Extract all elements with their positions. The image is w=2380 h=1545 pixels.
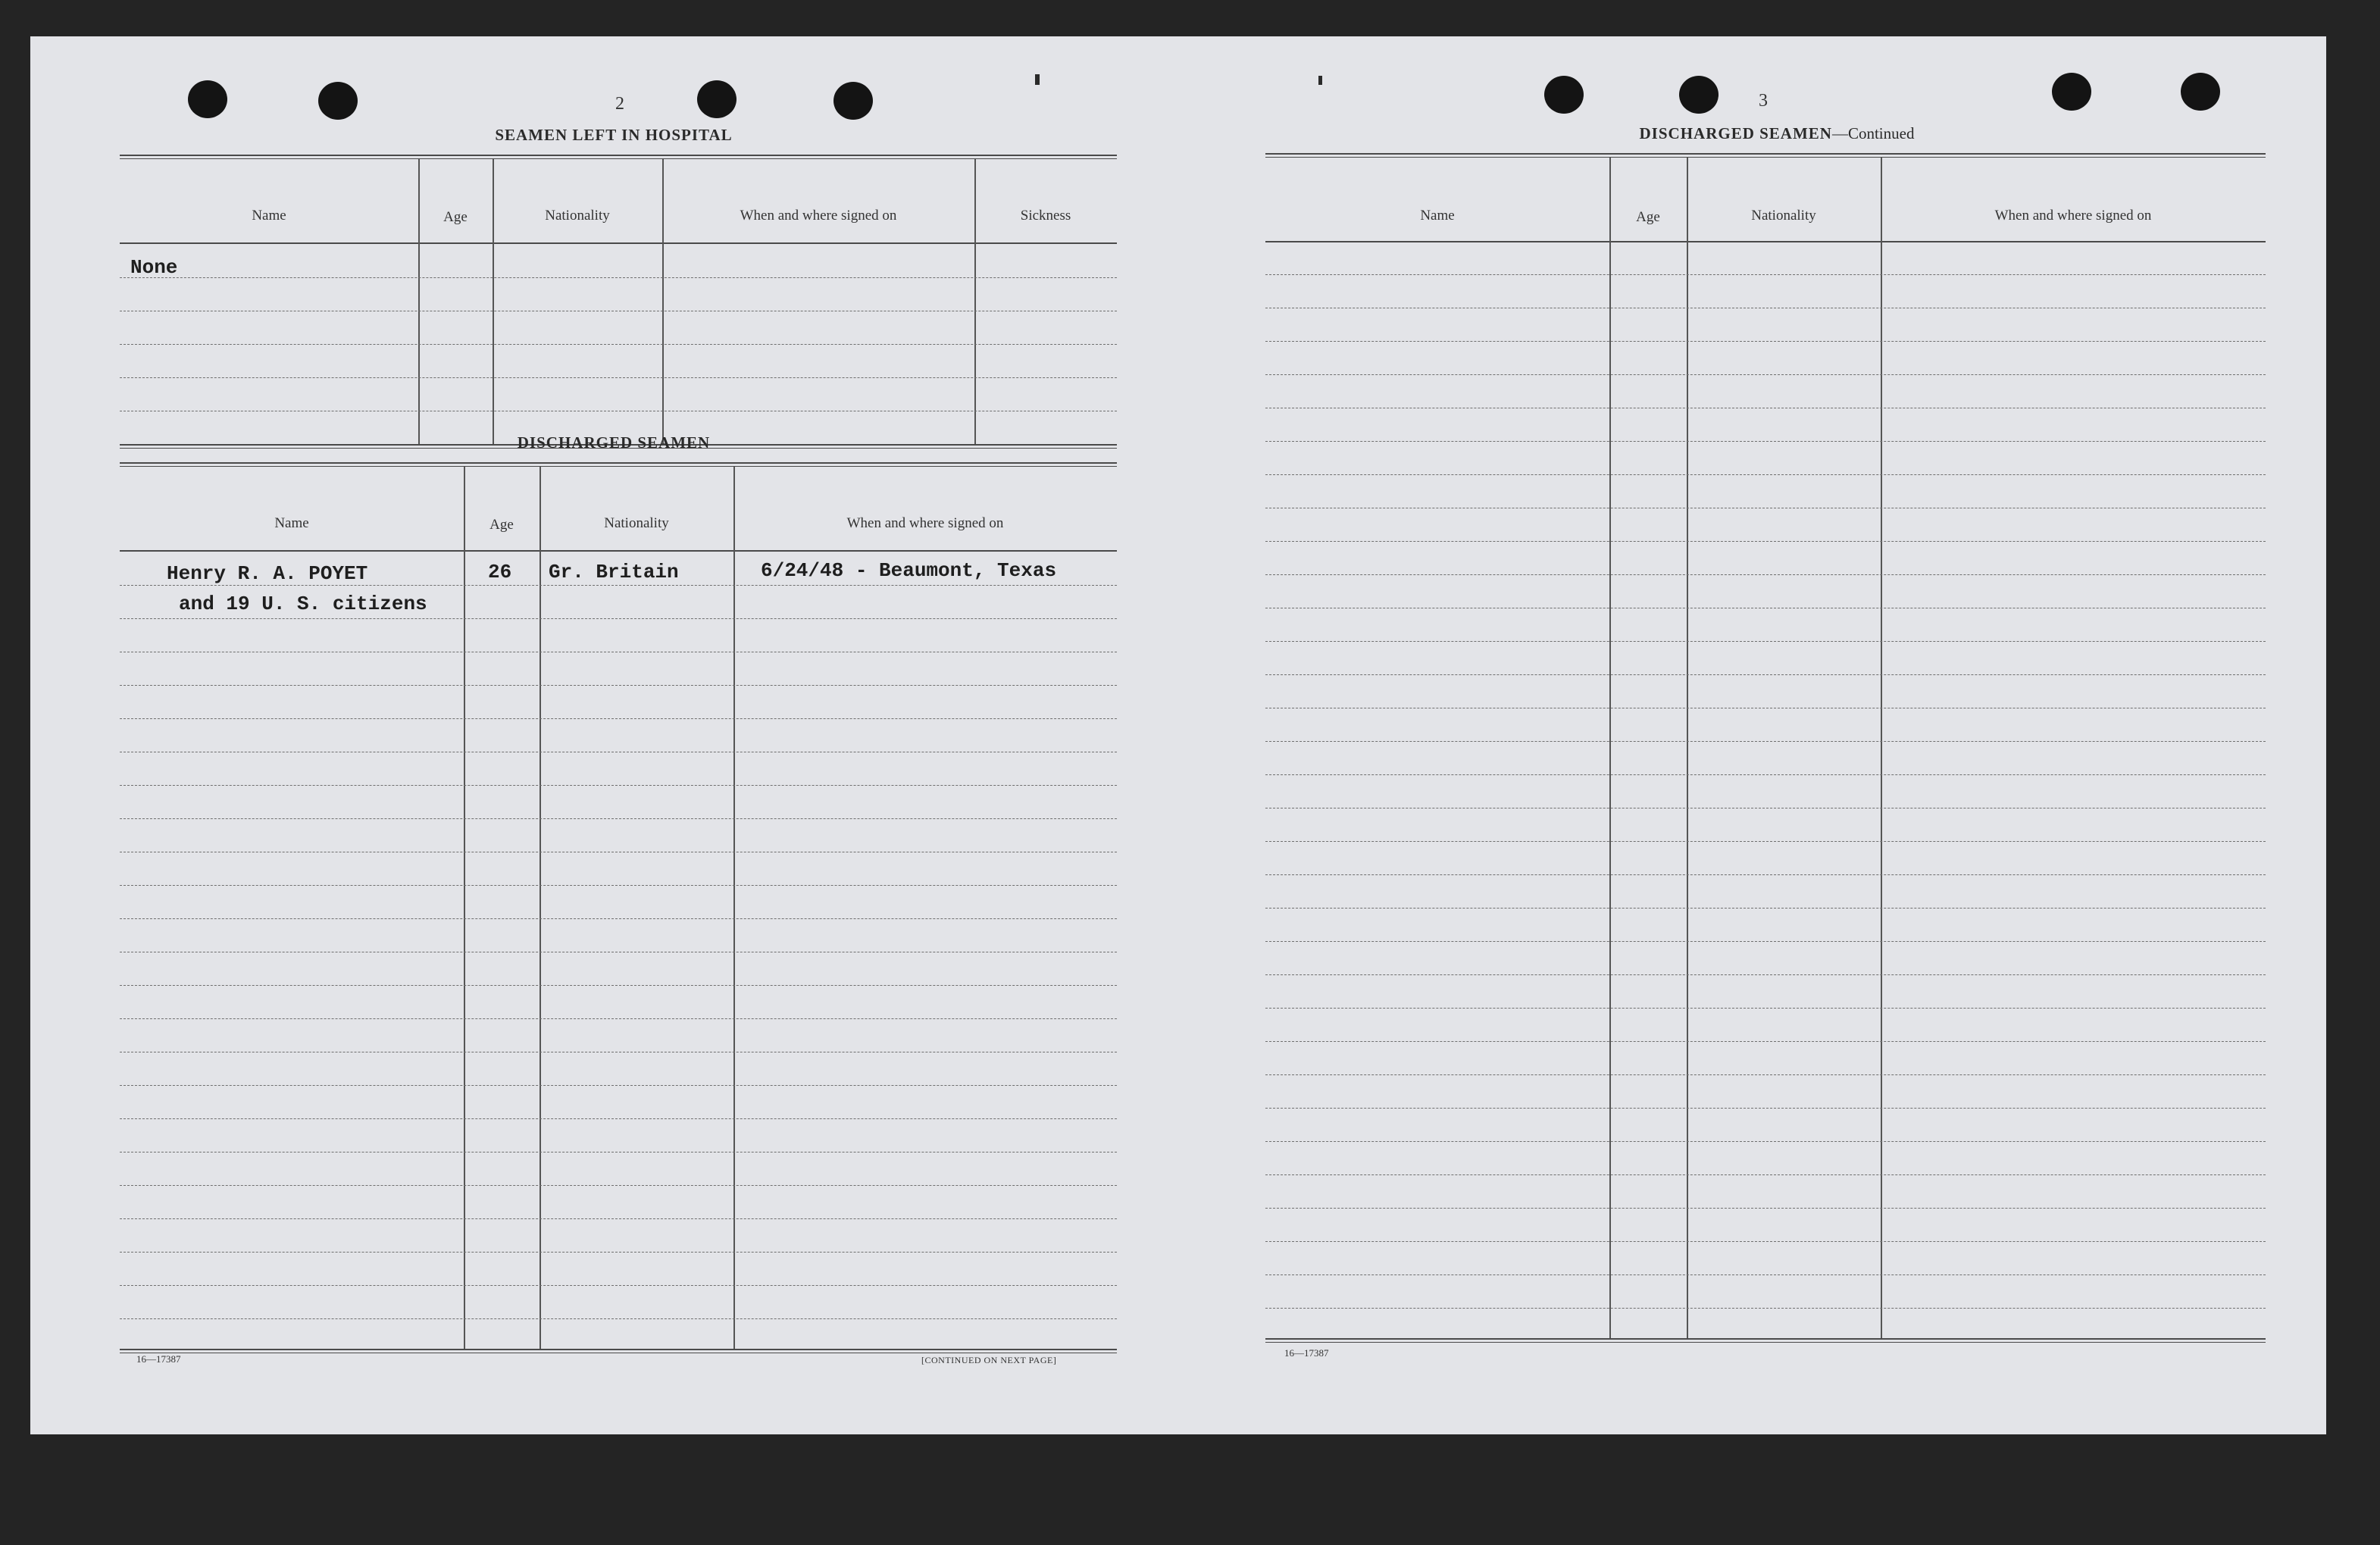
row-line [1265,941,2266,942]
hospital-section-title: SEAMEN LEFT IN HOSPITAL [495,126,733,144]
row-line [120,344,1117,345]
column-header-age: Age [489,517,514,533]
table-bottom-rule [1265,1338,2266,1343]
row-line [1265,841,2266,842]
row-line [120,785,1117,786]
column-divider [974,159,976,446]
column-divider [418,159,420,446]
discharged-name-cell: Henry R. A. POYET [167,562,368,585]
row-line [1265,1308,2266,1309]
header-rule [120,242,1117,244]
row-line [1265,741,2266,742]
row-line [1265,974,2266,975]
row-line [120,985,1117,986]
row-line [120,1252,1117,1253]
row-line [1265,341,2266,342]
row-line [120,1318,1117,1319]
column-header-nationality: Nationality [545,208,610,224]
discharged-age-cell: 26 [488,561,512,583]
row-line [120,685,1117,686]
section-title-suffix: —Continued [1831,124,1915,142]
row-line [1265,574,2266,575]
row-line [1265,441,2266,442]
row-line [120,618,1117,619]
form-sheet [30,36,2326,1434]
form-number: 16—17387 [1284,1347,1329,1359]
row-line [1265,541,2266,542]
row-line [120,1118,1117,1119]
table-top-rule [1265,153,2266,158]
row-line [1265,641,2266,642]
discharged-signed-on-cell: 6/24/48 - Beaumont, Texas [761,559,1057,582]
table-top-rule [120,155,1117,159]
row-line [1265,1141,2266,1142]
row-line [1265,908,2266,909]
column-header-name: Name [274,515,309,531]
row-line [1265,1274,2266,1275]
row-line [1265,1108,2266,1109]
page-number: 2 [615,94,624,114]
row-line [1265,1041,2266,1042]
row-line [120,1218,1117,1219]
header-rule [1265,241,2266,242]
left-page [30,36,1178,1434]
column-header-signed-on: When and where signed on [1994,208,2152,224]
row-line [120,918,1117,919]
row-line [1265,1241,2266,1242]
column-header-nationality: Nationality [604,515,669,531]
discharged-name-cell: and 19 U. S. citizens [179,593,427,615]
page-number: 3 [1759,91,1768,111]
row-line [120,377,1117,378]
row-line [1265,1174,2266,1175]
row-line [1265,1208,2266,1209]
row-line [120,885,1117,886]
header-rule [120,550,1117,552]
row-line [120,585,1117,586]
table-bottom-rule [120,1349,1117,1353]
discharged-table [120,462,1117,1390]
column-header-nationality: Nationality [1751,208,1816,224]
discharged-continued-title [1572,124,1981,143]
row-line [120,1185,1117,1186]
column-header-signed-on: When and where signed on [846,515,1004,531]
column-header-age: Age [443,209,468,225]
discharged-continued-table [1265,153,2266,1396]
row-line [1265,1074,2266,1075]
discharged-section-title: DISCHARGED SEAMEN [517,433,711,452]
continued-note: [CONTINUED ON NEXT PAGE] [921,1355,1057,1365]
hospital-name-cell: None [130,256,178,279]
table-top-rule [120,462,1117,467]
row-line [1265,474,2266,475]
discharged-nationality-cell: Gr. Britain [549,561,679,583]
column-header-age: Age [1636,209,1660,225]
column-divider [1881,158,1882,1340]
right-page [1178,36,2326,1434]
column-divider [493,159,494,446]
column-divider [1687,158,1688,1340]
form-number: 16—17387 [136,1353,181,1365]
column-header-signed-on: When and where signed on [740,208,897,224]
column-header-sickness: Sickness [1020,208,1071,224]
row-line [120,818,1117,819]
row-line [120,277,1117,278]
column-header-name: Name [1420,208,1455,224]
hospital-table [120,155,1117,450]
row-line [1265,774,2266,775]
column-divider [662,159,664,446]
row-line [1265,674,2266,675]
column-divider [1609,158,1611,1340]
column-header-name: Name [252,208,286,224]
row-line [120,1018,1117,1019]
row-line [120,1085,1117,1086]
row-line [1265,1008,2266,1009]
row-line [120,1285,1117,1286]
row-line [1265,874,2266,875]
section-title-text: DISCHARGED SEAMEN [1639,124,1832,142]
row-line [120,718,1117,719]
row-line [1265,274,2266,275]
row-line [1265,374,2266,375]
